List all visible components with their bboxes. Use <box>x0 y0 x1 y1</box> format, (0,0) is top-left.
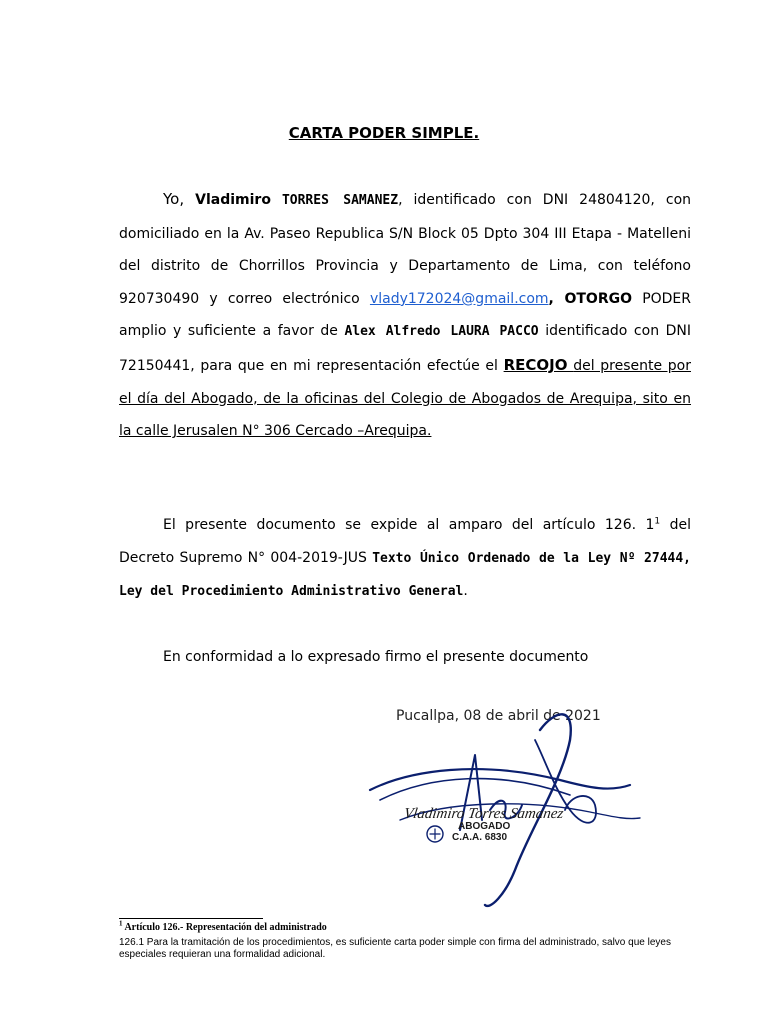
document-title: CARTA PODER SIMPLE. <box>288 124 480 142</box>
paragraph-2: El presente documento se expide al amparo del artículo 126. $1^1$ del Decreto Supremo N° 004-2019-JUS Texto Único Ordenado de la Ley Nº 27444, Ley del Procedimiento Administrativo General. <box>119 516 692 600</box>
grantor-last-name: TORRES SAMANEZ <box>281 193 399 208</box>
law-name: Texto Único Ordenado de la Ley Nº 27444, Ley del Procedimiento Administrativo General <box>119 550 692 600</box>
footnote-text: 126.1 Para la tramitación de los procedimientos, es suficiente carta poder simple con firma del administrado, salvo que leyes especiales requieran una formalidad adicional. <box>119 937 671 960</box>
footnote-title: $^1$ Artículo 126.- Representación del administrado <box>119 919 327 933</box>
footnote-reference: 1 <box>654 516 661 527</box>
yo-text: Yo, <box>163 190 185 208</box>
footnote-separator <box>119 918 263 919</box>
amplio-text: amplio y suficiente a favor de <box>119 323 338 340</box>
paragraph-1 <box>119 183 691 448</box>
signature-stamp-name: Vladimiro Torres Samanez <box>402 806 565 822</box>
stamp-registration: C.A.A. 6830 <box>452 832 508 843</box>
article-intro: El presente documento se expide al amparo del artículo 126. 1 <box>163 517 655 533</box>
grantor-first-name: Vladimiro <box>195 192 271 208</box>
agent-name: Alex Alfredo LAURA PACCO <box>344 324 539 340</box>
agent-identification: identificado con DNI 72150441, para que en mi representación efectúe el <box>119 323 692 374</box>
conformity-text: En conformidad a lo expresado firmo el presente documento <box>163 649 589 665</box>
otorgo-text: , OTORGO <box>548 290 632 307</box>
email-link[interactable]: vlady172024@gmail.com <box>369 290 549 307</box>
decreto-text: Decreto Supremo N° 004-2019-JUS <box>119 549 367 566</box>
recojo-clause: RECOJO del presente por el día del Abogado, de la oficinas del Colegio de Abogados de Arequipa, sito en la calle Jerusalen N° 306 Cercado –Arequipa. <box>119 355 691 440</box>
del-text: del <box>669 517 691 533</box>
stamp-title: ABOGADO <box>458 821 511 832</box>
place-date: Pucallpa, 08 de abril de 2021 <box>396 708 601 724</box>
poder-text: PODER <box>642 290 692 307</box>
paragraph-3 <box>119 641 691 674</box>
grantor-identification: , identificado con DNI 24804120, con domiciliado en la Av. Paseo Republica S/N Block 05 Dpto 304 III Etapa - Matelleni del distrito de Chorrillos Provincia y Departamento de Lima, con teléfono 920730490 y correo electrónico <box>119 192 692 307</box>
